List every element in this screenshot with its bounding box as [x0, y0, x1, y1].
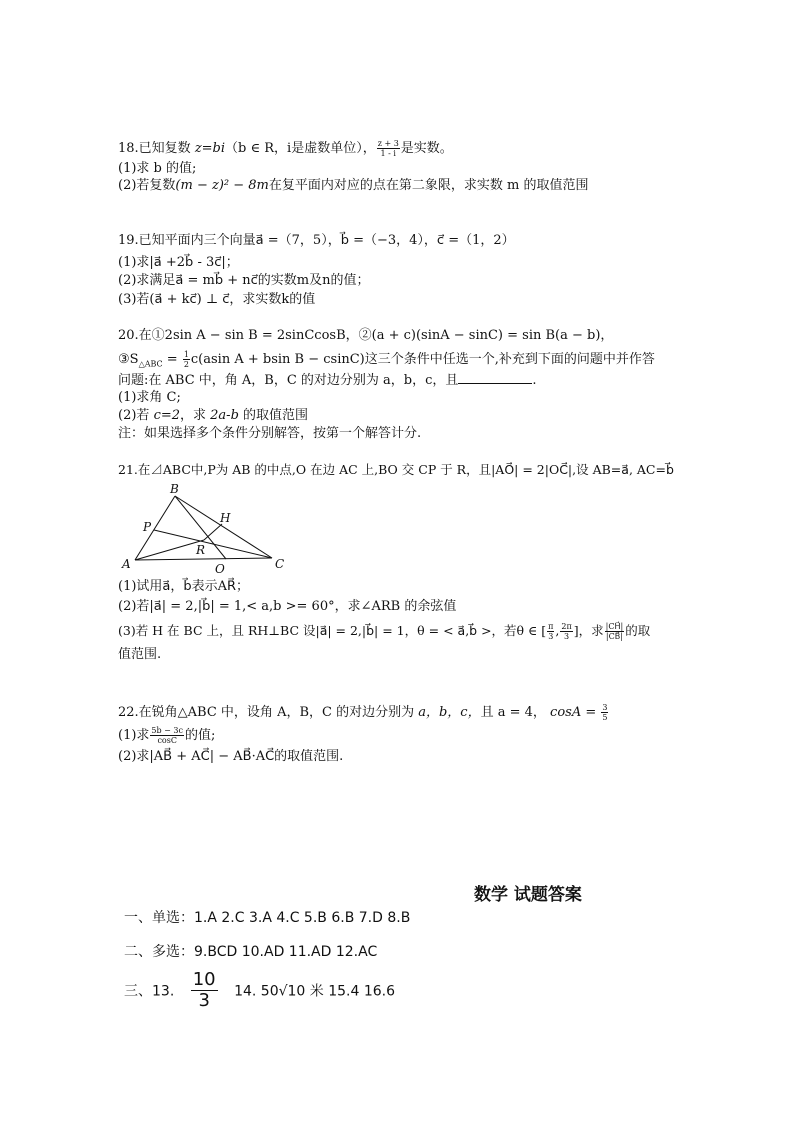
q21-line5: 值范围. — [118, 647, 162, 662]
q20-half-fraction: $\frac{1}{2}$ — [183, 350, 189, 369]
label-h: H — [220, 511, 231, 525]
answer-13-fraction: $\frac{10}{3}$ — [192, 969, 216, 1011]
answer-row-multi: 二、多选：9.BCD 10.AD 11.AD 12.AC — [124, 944, 378, 960]
label-a: A — [122, 557, 131, 571]
side-ac — [135, 558, 272, 560]
label-r: R — [196, 543, 206, 557]
label-c: C — [275, 557, 285, 571]
q20-line3: 问题:在 ABC 中，角 A，B，C 的对边分别为 a，b，c，且 . — [118, 373, 537, 388]
q20-note: 注：如果选择多个条件分别解答，按第一个解答计分. — [118, 426, 422, 441]
q18-line3: (2)若复数(m − z)² − 8m在复平面内对应的点在第二象限，求实数 m 的取值范围 — [118, 178, 589, 193]
q21-line3: (2)若|a⃗| = 2,|b⃗| = 1,< a,b >= 60°，求∠ARB 的余弦值 — [118, 599, 457, 614]
q19-line4: (3)若(a⃗ + kc⃗) ⊥ c⃗，求实数k的值 — [118, 292, 316, 307]
q20-line1: 20.在①2sin A − sin B = 2sinCcosB，②(a + c)(sinA − sinC) = sin B(a − b)， — [118, 328, 614, 343]
q21-line2: (1)试用a⃗，b⃗表示AR⃗； — [118, 579, 250, 594]
q19-line3: (2)求满足a⃗ = mb⃗ + nc⃗的实数m及n的值； — [118, 273, 370, 288]
answer-blank — [458, 372, 532, 384]
segment-cp — [154, 530, 272, 558]
answer-title: 数学 试题答案 — [474, 885, 582, 905]
q21-line4: (3)若 H 在 BC 上，且 RH⊥BC 设|a⃗| = 2,|b⃗| = 1，θ = < a⃗,b⃗ >，若θ ∈ [ $\frac{\pi}{3}$ , $\frac{2\pi}{3}$ ]，求 $\frac{|CH⃗|}{|CB⃗|}$ 的取 — [118, 622, 651, 641]
q22-line1: 22.在锐角△ABC 中，设角 A，B，C 的对边分别为 a，b，c，且 a = 4， cosA = $\frac{3}{5}$ — [118, 703, 608, 722]
q22-line3: (2)求|AB⃗ + AC⃗| − AB⃗·AC⃗的取值范围. — [118, 749, 344, 764]
q18-line2: (1)求 b 的值; — [118, 161, 197, 176]
q18-line1: 18.已知复数 z=bi（b ∈ R，i是虚数单位）， $\frac{z + 3}{1 - i}$ 是实数。 — [118, 139, 453, 158]
answer-row-fill: 三、13. $\frac{10}{3}$ 14. 50√10 米 15.4 16.6 — [124, 969, 396, 1011]
label-p: P — [143, 520, 152, 534]
q22-line2: (1)求 $\frac{5b - 3c}{\cos C}$ 的值; — [118, 726, 216, 745]
q19-line1: 19.已知平面内三个向量a⃗ =（7，5），b⃗ =（−3，4），c⃗ =（1，2） — [118, 233, 515, 248]
q20-line5: (2)若 c=2，求 2a-b 的取值范围 — [118, 408, 309, 423]
q21-line1: 21.在⊿ABC中,P为 AB 的中点,O 在边 AC 上,BO 交 CP 于 R，且|AO⃗| = 2|OC⃗|,设 AB=a⃗, AC=b⃗ — [118, 462, 674, 477]
q20-line2: $③S_{\triangle ABC}$ = $\frac{1}{2}$ c(asin A + bsin B − csinC)这三个条件中任选一个,补充到下面的问题中并作答 — [118, 350, 655, 369]
segment-rh — [204, 524, 222, 540]
side-bc — [175, 496, 272, 558]
triangle-diagram — [118, 478, 298, 578]
q20-line4: (1)求角 C; — [118, 390, 181, 405]
label-o: O — [215, 562, 225, 576]
q19-line2: (1)求|a⃗ +2b⃗ - 3c⃗|； — [118, 255, 239, 270]
q18-fraction: $\frac{z + 3}{1 - i}$ — [377, 139, 399, 158]
label-b: B — [170, 482, 179, 496]
answer-row-single: 一、单选：1.A 2.C 3.A 4.C 5.B 6.B 7.D 8.B — [124, 910, 411, 926]
